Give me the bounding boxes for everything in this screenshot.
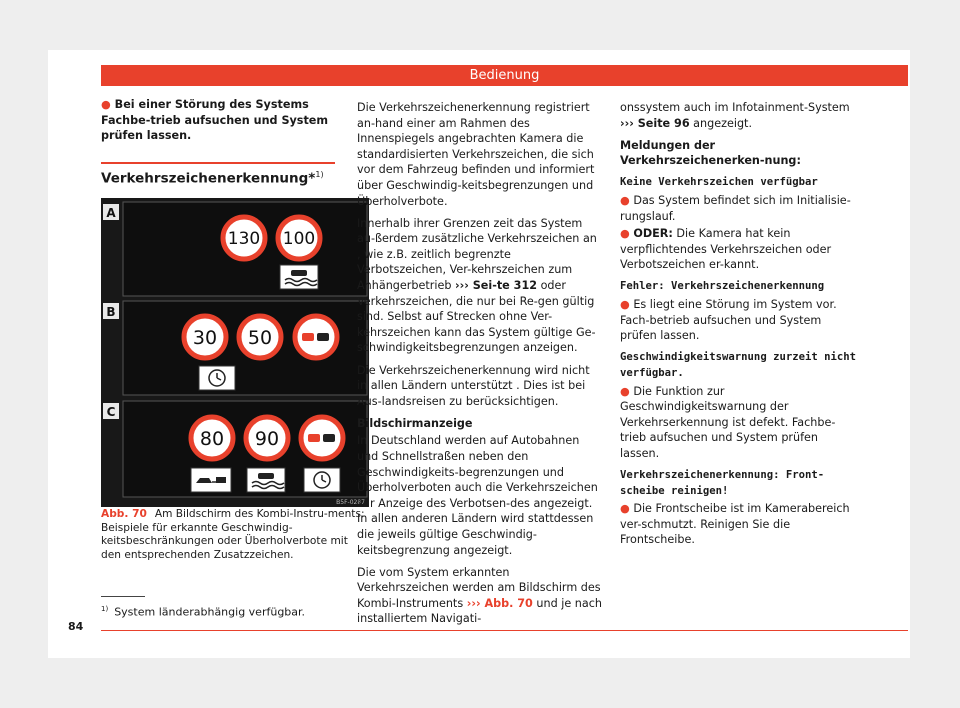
subheading: Meldungen der Verkehrszeichenerken-nung: xyxy=(620,138,801,168)
paragraph: Die vom System erkannten Verkehrszeichen werden am Bildschirm des Kombi-Instruments ››› Abb. 70 und je nach installiertem Navigati- xyxy=(357,565,602,626)
page-header: Bedienung xyxy=(101,65,908,86)
footnote-divider xyxy=(101,596,145,597)
footnote: $^{1)}$ System länderabhängig verfügbar. xyxy=(101,605,306,619)
no-overtaking-sign xyxy=(295,316,337,358)
svg-text:30: 30 xyxy=(192,327,218,349)
page-link[interactable]: ››› Sei-te 312 xyxy=(454,279,538,293)
right-column xyxy=(620,100,860,554)
list-item: ● Es liegt eine Störung im System vor. Fach-betrieb aufsuchen und System prüfen lassen. xyxy=(620,298,837,343)
figure-code: B5F-0287 xyxy=(336,499,365,506)
speed-sign-30 xyxy=(184,316,226,358)
svg-text:100: 100 xyxy=(282,229,316,249)
display-illustration xyxy=(101,198,369,507)
bottom-divider xyxy=(101,630,908,631)
list-item: ● Die Funktion zur Geschwindigkeitswarnung der Verkehrserkennung ist defekt. Fachbe-trieb aufsuchen und System prüfen lassen. xyxy=(620,384,836,460)
paragraph: In Deutschland werden auf Autobahnen und Schnellstraßen neben den Geschwindigkeits-begrenzungen und Überholverboten auch die Verkehrszeichen zur Anzeige des Verbotsen-des angezeigt. In allen anderen Ländern wird stattdessen die jeweils gültige Geschwindig-keitsbegrenzung angezeigt. xyxy=(357,434,598,557)
left-column xyxy=(101,97,335,150)
trailer-icon xyxy=(191,468,231,492)
bullet-icon: ● xyxy=(620,502,634,516)
clock-icon xyxy=(304,468,340,492)
bullet-icon: ● xyxy=(620,298,634,312)
message-code: Verkehrszeichenerkennung: Front-scheibe reinigen! xyxy=(620,468,825,497)
paragraph: Die Verkehrszeichenerkennung wird nicht in allen Ländern unterstützt . Dies ist bei Aus-landsreisen zu berücksichtigen. xyxy=(357,363,590,408)
section-title: Verkehrszeichenerkennung*$^{1)}$ xyxy=(101,162,335,187)
subheading: Bildschirmanzeige xyxy=(357,416,473,430)
list-item: ● Das System befindet sich im Initialisie-rungslauf. xyxy=(620,193,851,223)
paragraph: Innerhalb ihrer Grenzen zeit das System au-ßerdem zusätzliche Verkehrszeichen an , wie z.B. zeitlich begrenzte Verbotszeichen, Ver-kehrszeichen zum Anhängerbetrieb ››› Sei-te 312 oder Verkehrszeichen, die nur bei Re-gen gültig sind. Selbst auf Strecken ohne Ver-kehrszeichen kann das System gültige Ge-schwindigkeitsbegrenzungen anzeigen. xyxy=(357,216,597,355)
svg-text:130: 130 xyxy=(227,229,261,249)
speed-sign-80 xyxy=(191,417,233,459)
panel-a-label: A xyxy=(106,206,116,220)
wet-road-icon xyxy=(247,468,285,492)
paragraph: onssystem auch im Infotainment-System ››› Seite 96 angezeigt. xyxy=(620,101,850,130)
manual-page xyxy=(48,50,910,658)
speed-sign-100 xyxy=(278,217,320,259)
wet-road-icon xyxy=(280,265,318,289)
page-number: 84 xyxy=(68,620,84,633)
clock-icon xyxy=(199,366,235,390)
message-code: Fehler: Verkehrszeichenerkennung xyxy=(620,280,825,293)
bullet-icon: ● xyxy=(620,384,634,398)
figure-display-examples xyxy=(101,198,369,507)
figure-link[interactable]: ››› Abb. 70 xyxy=(466,596,533,610)
panel-b-label: B xyxy=(106,305,116,319)
message-code: Keine Verkehrszeichen verfügbar xyxy=(620,176,818,189)
bullet-icon: ● xyxy=(620,227,634,241)
svg-text:90: 90 xyxy=(254,428,280,450)
figure-caption: Abb. 70 Am Bildschirm des Kombi-Instru-ments: Beispiele für erkannte Geschwindig-keitsbeschränkungen oder Überholverbote mit den entsprechenden Zusatzzeichen. xyxy=(101,508,365,561)
speed-sign-90 xyxy=(246,417,288,459)
message-code: Geschwindigkeitswarnung zurzeit nicht verfügbar. xyxy=(620,351,856,379)
svg-text:50: 50 xyxy=(247,327,273,349)
speed-sign-50 xyxy=(239,316,281,358)
bullet-icon: ● xyxy=(101,98,115,111)
panel-c-label: C xyxy=(106,405,116,419)
page-link[interactable]: ››› Seite 96 xyxy=(620,116,690,130)
no-overtaking-sign xyxy=(301,417,343,459)
middle-column xyxy=(357,100,602,634)
speed-sign-130 xyxy=(223,217,265,259)
svg-text:80: 80 xyxy=(199,428,225,450)
warning-note: ● Bei einer Störung des Systems Fachbe-trieb aufsuchen und System prüfen lassen. xyxy=(101,98,329,143)
paragraph: Die Verkehrszeichenerkennung registriert an-hand einer am Rahmen des Innenspiegels angebrachten Kamera die standardisierten Verkehrszeichen, die sich vor dem Fahrzeug befinden und informiert über Geschwindig-keitsbegrenzungen und Überholverbote. xyxy=(357,101,595,208)
list-item: ● Die Frontscheibe ist im Kamerabereich ver-schmutzt. Reinigen Sie die Frontscheibe. xyxy=(620,502,850,547)
bullet-icon: ● xyxy=(620,193,634,207)
list-item: ● ODER: Die Kamera hat kein verpflichtendes Verkehrszeichen oder Verbotszeichen er-kannt. xyxy=(620,227,832,272)
